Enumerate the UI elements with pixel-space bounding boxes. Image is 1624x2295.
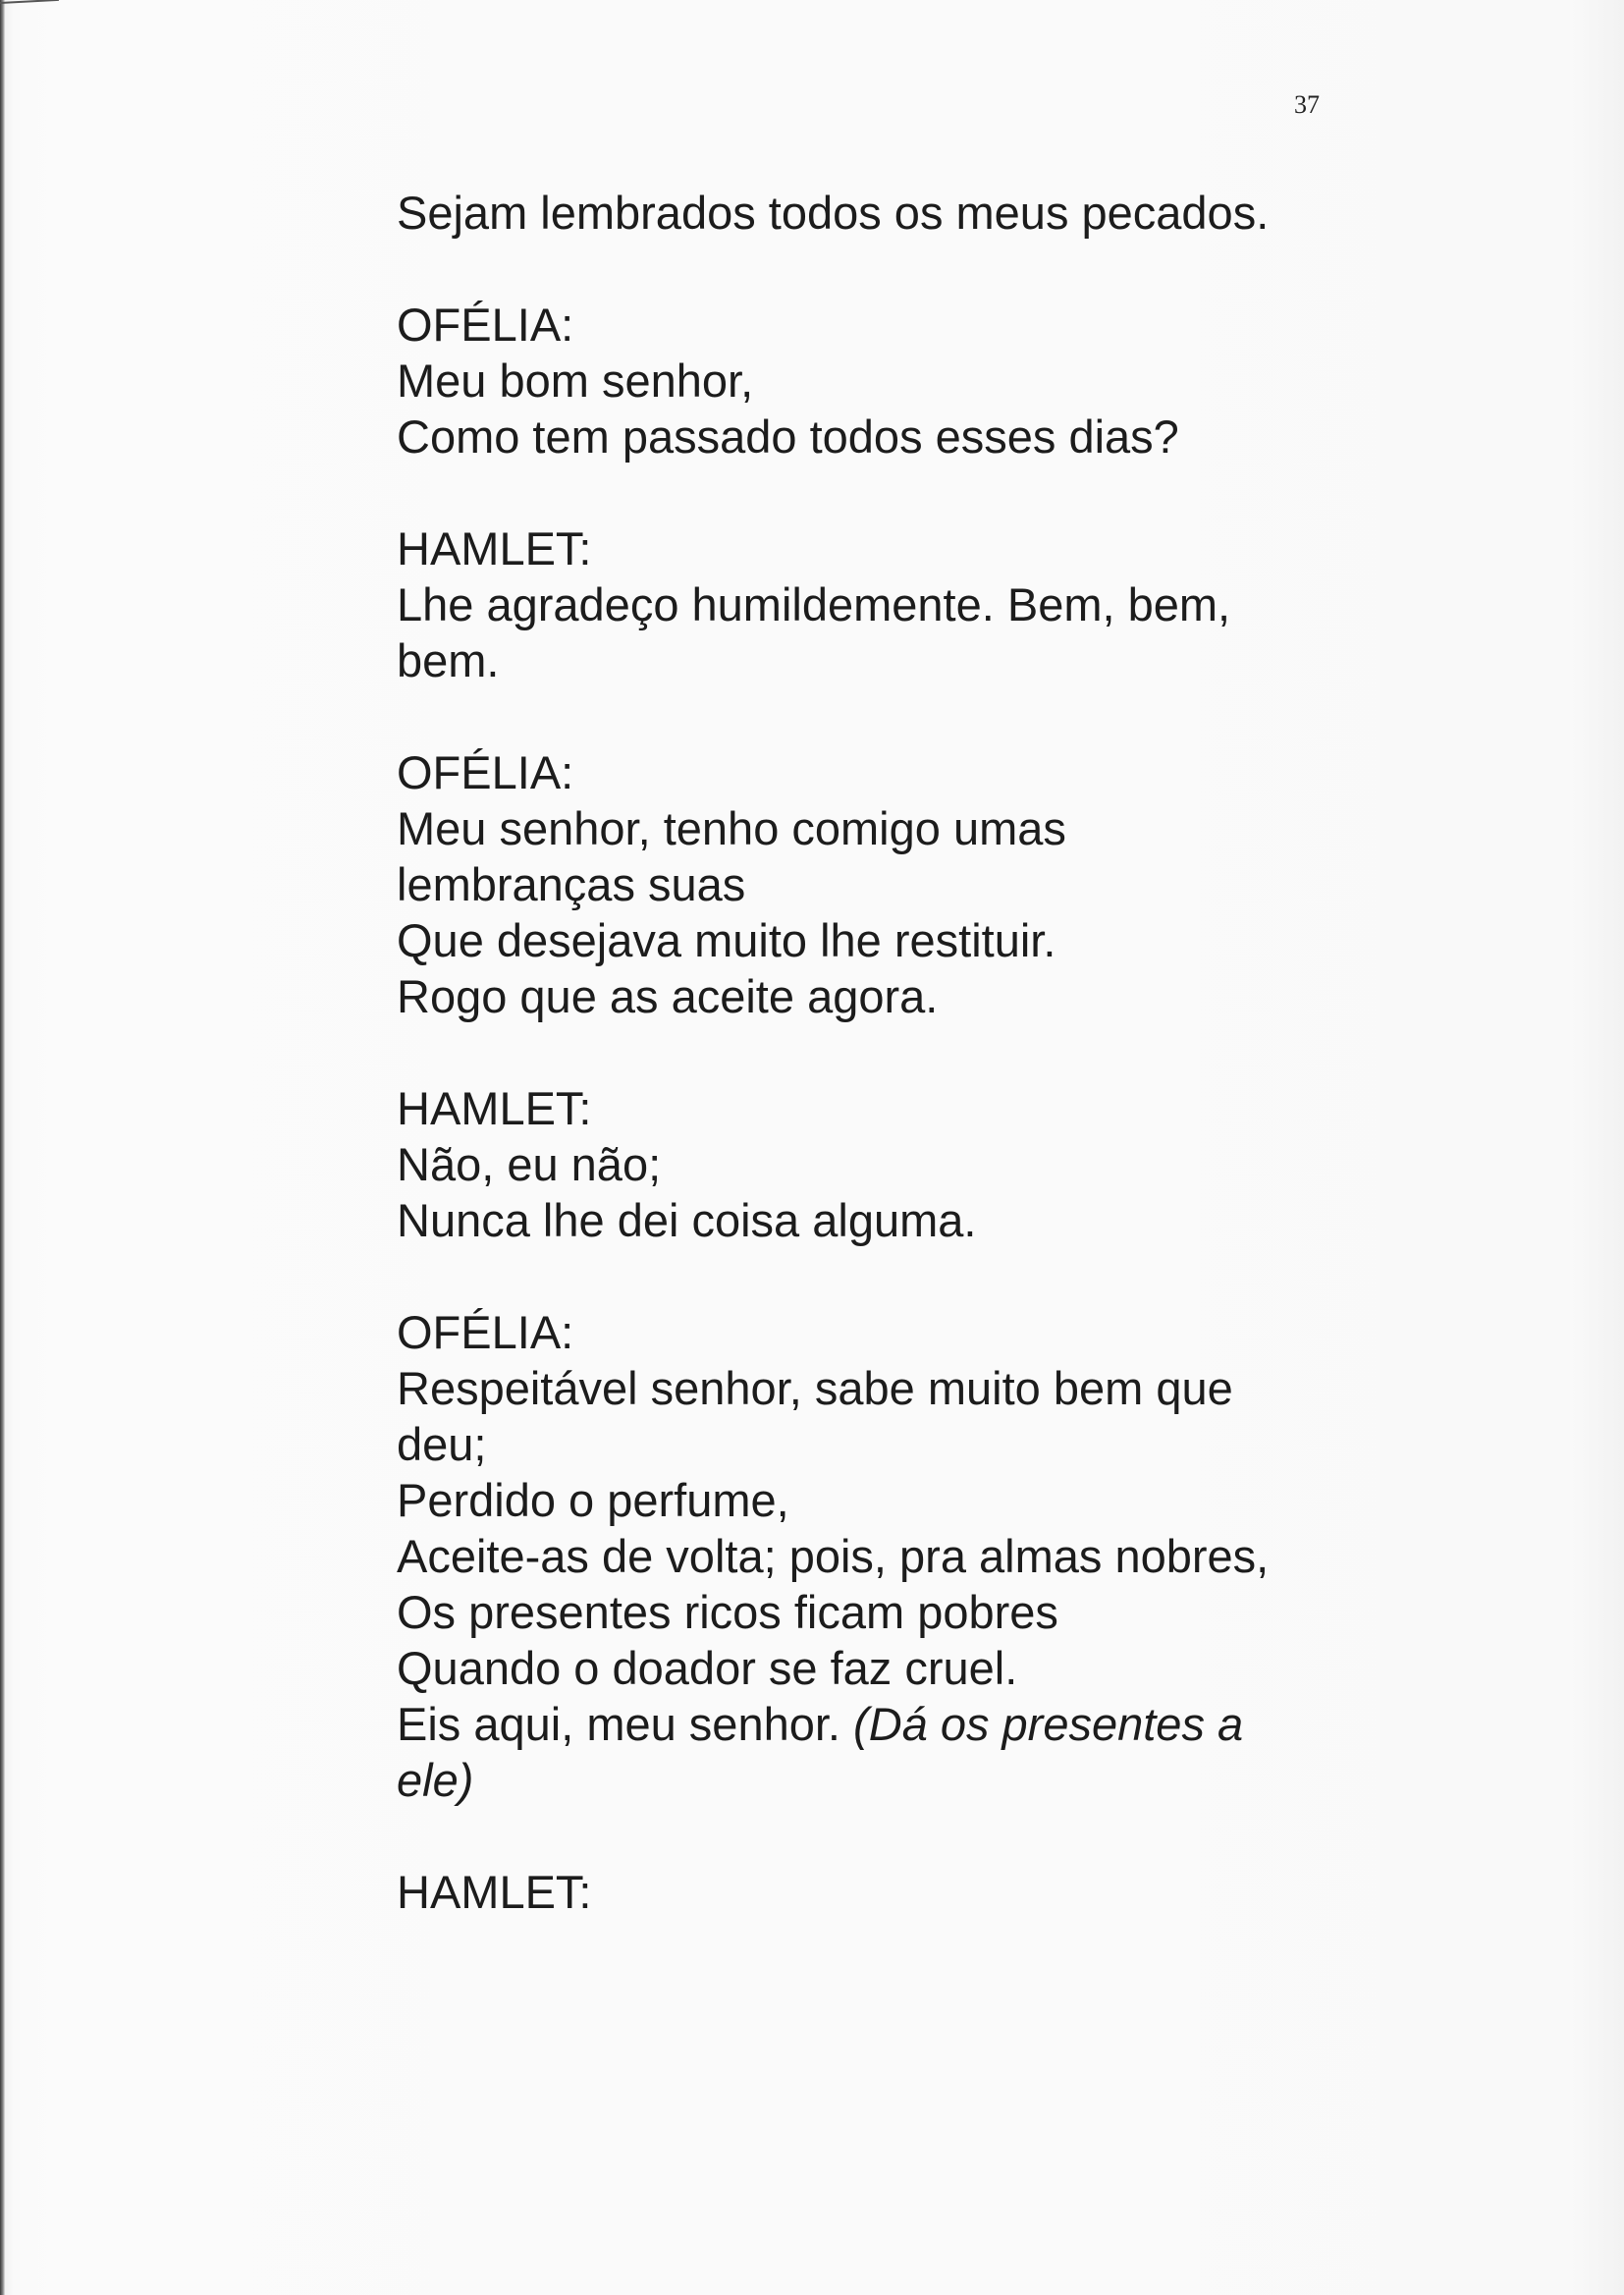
scan-corner-mark	[0, 0, 59, 4]
text-line: Meu bom senhor,	[397, 355, 754, 407]
text-line: Respeitável senhor, sabe muito bem que	[397, 1362, 1233, 1414]
text-line: deu;	[397, 1418, 487, 1470]
text-line: Lhe agradeço humildemente. Bem, bem,	[397, 578, 1231, 630]
text-line: Meu senhor, tenho comigo umas	[397, 802, 1066, 854]
block-gap	[397, 241, 1379, 297]
stage-direction-continued: ele)	[397, 1754, 474, 1806]
text-line: bem.	[397, 634, 500, 686]
block-gap	[397, 464, 1379, 520]
speaker-label: OFÉLIA:	[397, 746, 574, 798]
page-left-edge-shadow	[0, 0, 5, 2295]
speaker-label: OFÉLIA:	[397, 299, 574, 351]
speaker-label: HAMLET:	[397, 1082, 592, 1134]
text-line: Como tem passado todos esses dias?	[397, 410, 1179, 463]
stage-direction: (Dá os presentes a	[853, 1698, 1244, 1750]
text-line: Sejam lembrados todos os meus pecados.	[397, 187, 1270, 239]
text-line: Que desejava muito lhe restituir.	[397, 914, 1056, 966]
text-line: Aceite-as de volta; pois, pra almas nobres,	[397, 1530, 1270, 1582]
dialogue-text: Eis aqui, meu senhor.	[397, 1698, 854, 1750]
text-line: Rogo que as aceite agora.	[397, 970, 939, 1022]
speaker-label: OFÉLIA:	[397, 1306, 574, 1358]
text-line: Nunca lhe dei coisa alguma.	[397, 1194, 977, 1246]
speaker-label: HAMLET:	[397, 1866, 592, 1918]
text-line: Quando o doador se faz cruel.	[397, 1642, 1018, 1694]
speaker-label: HAMLET:	[397, 522, 592, 574]
text-line: Os presentes ricos ficam pobres	[397, 1586, 1058, 1638]
block-gap	[397, 1248, 1379, 1304]
block-gap	[397, 1808, 1379, 1864]
text-line: Não, eu não;	[397, 1138, 662, 1190]
text-line-with-stage-direction	[397, 1696, 1379, 1752]
text-line: lembranças suas	[397, 858, 746, 910]
block-gap	[397, 688, 1379, 744]
text-line: Perdido o perfume,	[397, 1474, 789, 1526]
block-gap	[397, 1024, 1379, 1080]
page-number: 37	[1294, 90, 1320, 119]
play-text	[397, 185, 1379, 1920]
